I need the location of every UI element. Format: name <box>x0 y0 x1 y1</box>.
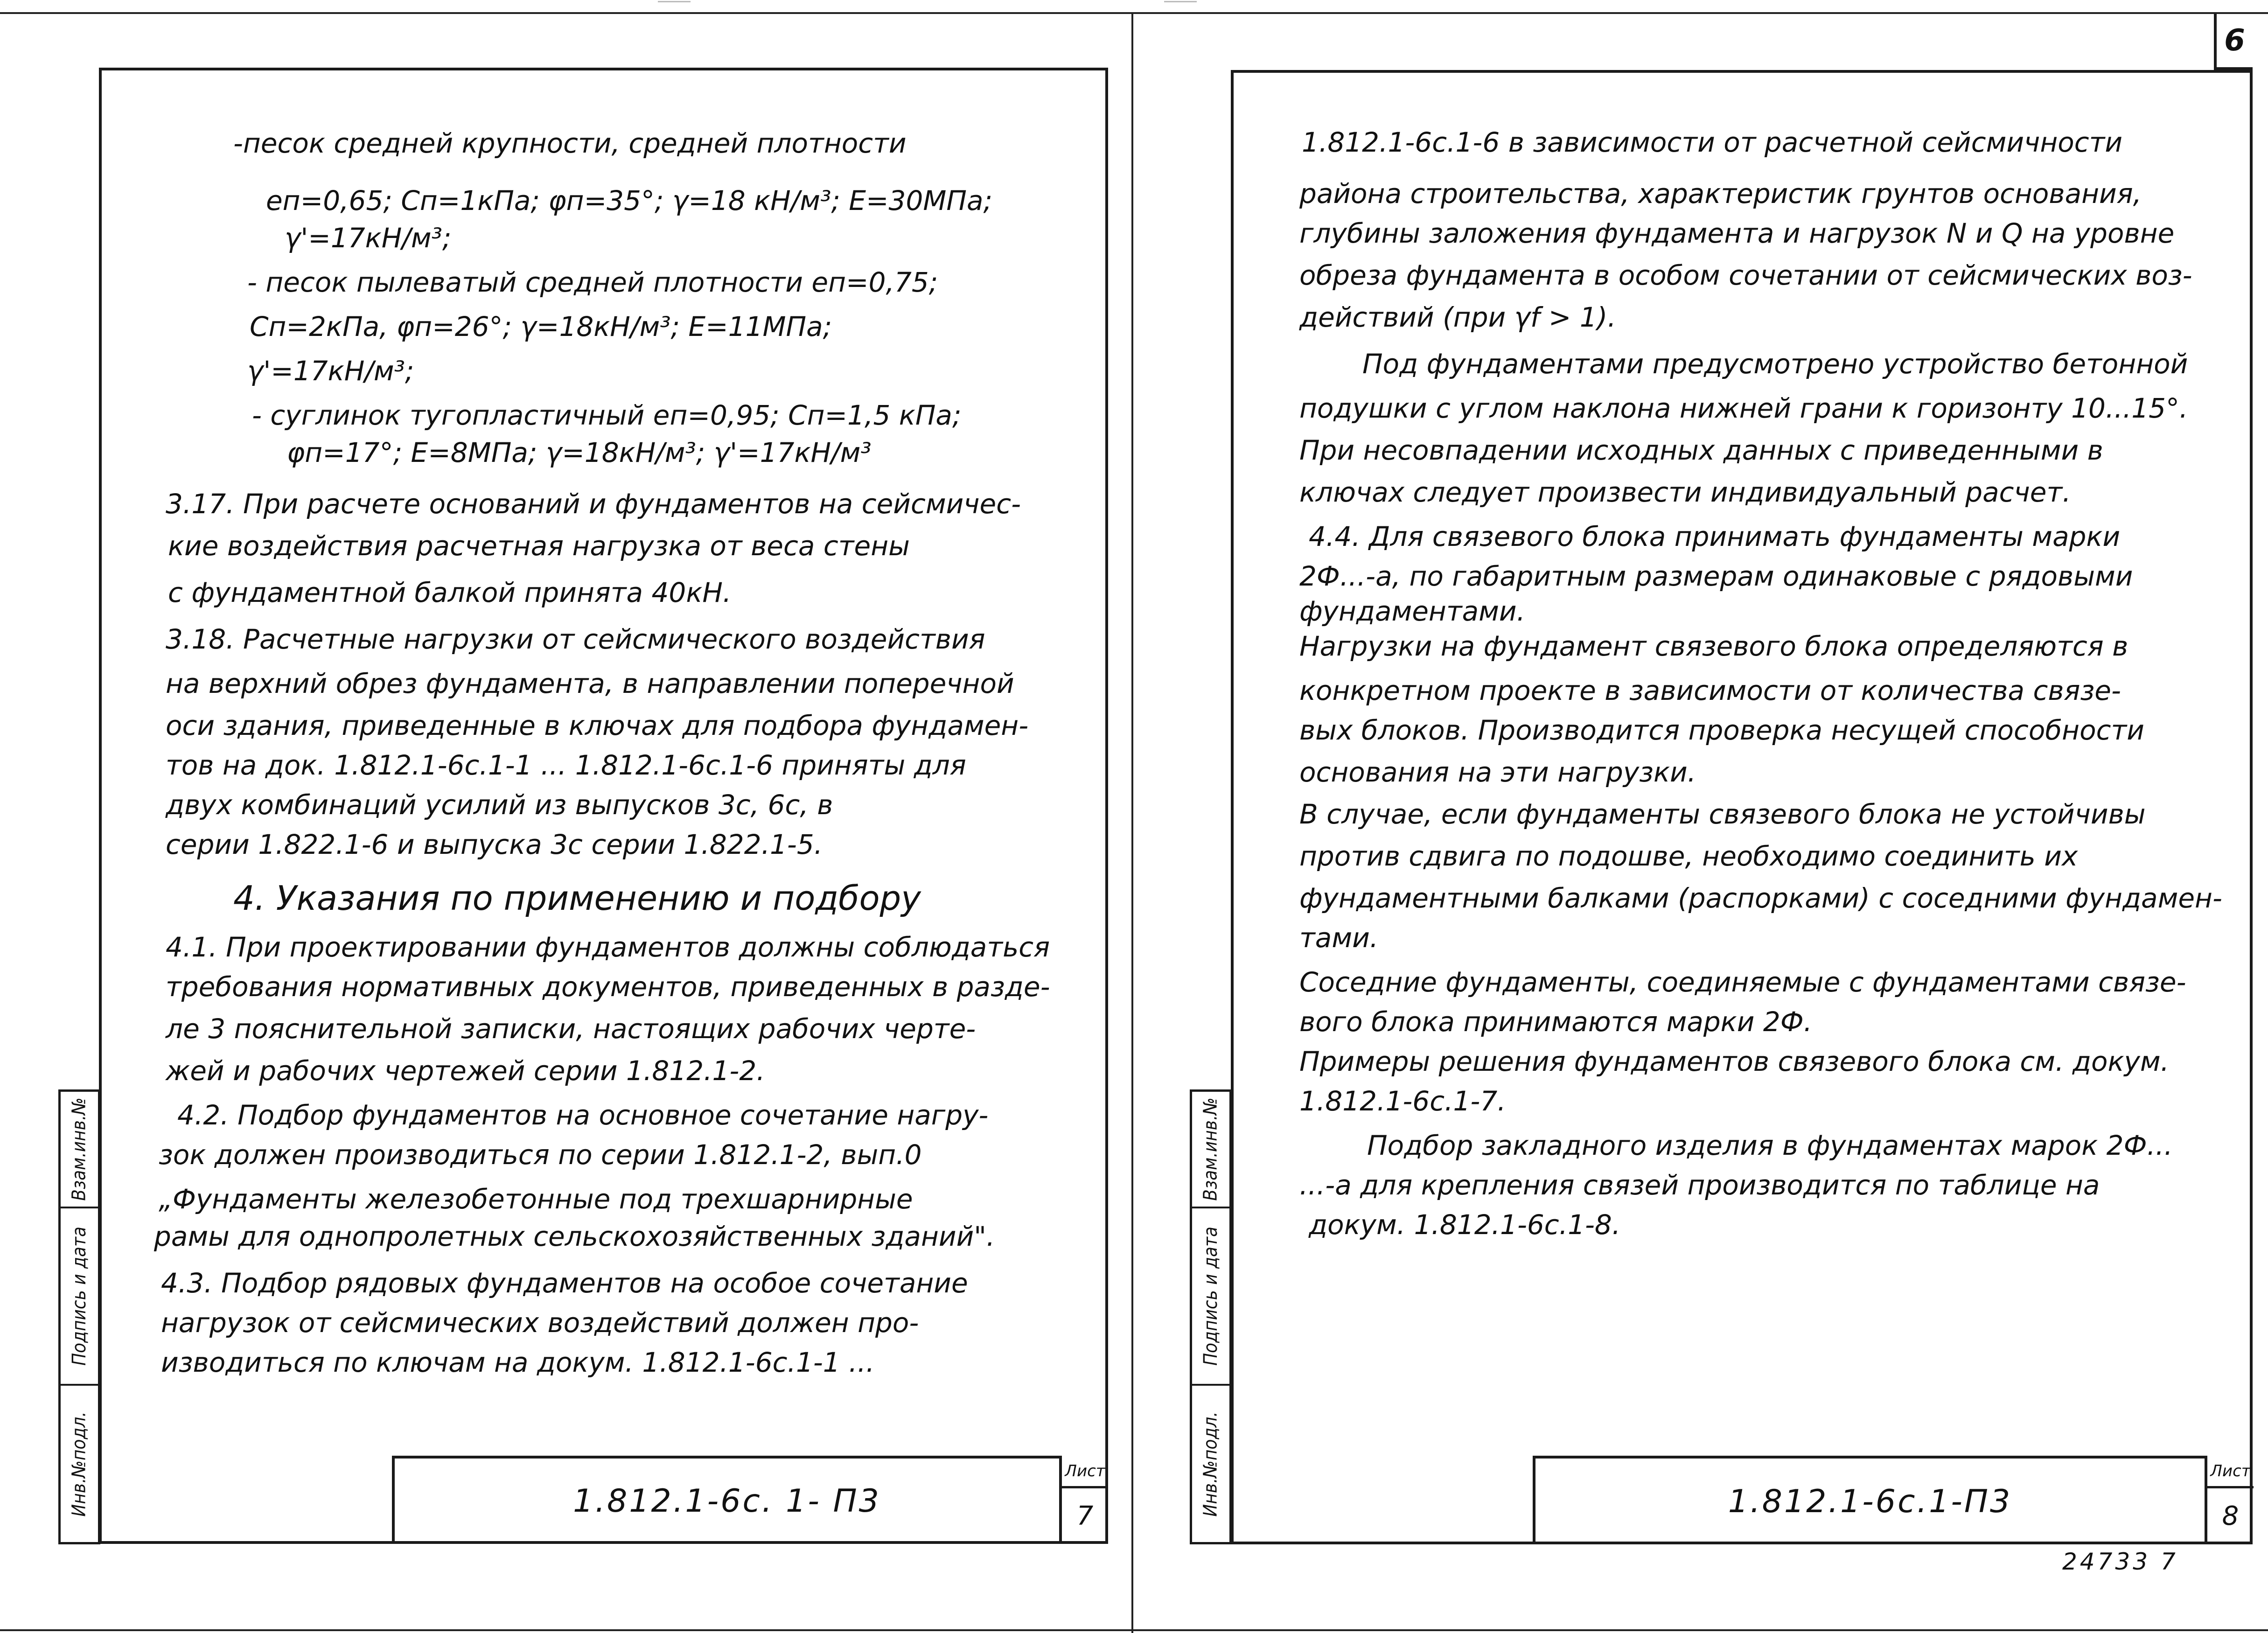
sheet-number: 8 <box>2222 1501 2239 1531</box>
text-line: фундаментными балками (распорками) с соседними фундамен- <box>1299 882 2222 914</box>
archive-number: 24733 7 <box>2062 1548 2178 1575</box>
text-line: При несовпадении исходных данных с приведенными в <box>1299 434 2103 466</box>
text-line: требования нормативных документов, приведенных в разде- <box>166 971 1050 1003</box>
text-line: глубины заложения фундамента и нагрузок N и Q на уровне <box>1299 217 2175 249</box>
text-line: - суглинок тугопластичный еп=0,95; Сп=1,5 кПа; <box>252 399 962 431</box>
text-line: 1.812.1-6с.1-6 в зависимости от расчетной сейсмичности <box>1302 126 2123 158</box>
text-line: еп=0,65; Сп=1кПа; φп=35°; γ=18 кН/м³; Е=30МПа; <box>266 185 993 216</box>
text-line: вого блока принимаются марки 2Ф. <box>1299 1006 1813 1038</box>
text-line: 3.17. При расчете оснований и фундаментов на сейсмичес- <box>166 488 1021 520</box>
text-line: нагрузок от сейсмических воздействий должен про- <box>161 1307 919 1339</box>
stamp-strip <box>1190 1089 1232 1544</box>
text-line: обреза фундамента в особом сочетании от сейсмических воз- <box>1299 259 2192 291</box>
text-line: 4.2. Подбор фундаментов на основное сочетание нагру- <box>177 1099 989 1131</box>
sheet-label: Лист <box>2207 1456 2254 1488</box>
text-line: основания на эти нагрузки. <box>1299 756 1696 788</box>
text-line: изводиться по ключам на докум. 1.812.1-6с.1-1 ... <box>161 1347 875 1378</box>
text-line: оси здания, приведенные в ключах для подбора фундамен- <box>166 710 1029 741</box>
spread-fold-line <box>1131 14 1133 1633</box>
text-line: ле 3 пояснительной записки, настоящих рабочих черте- <box>166 1013 976 1045</box>
title-block <box>1533 1456 2205 1544</box>
text-line: γ'=17кН/м³; <box>285 222 452 254</box>
text-line: Нагрузки на фундамент связевого блока определяются в <box>1299 630 2128 662</box>
text-line: серии 1.822.1-6 и выпуска 3с серии 1.822.1-5. <box>166 829 823 860</box>
text-line: 3.18. Расчетные нагрузки от сейсмического воздействия <box>166 623 985 655</box>
text-line: 4.1. При проектировании фундаментов должны соблюдаться <box>166 931 1050 963</box>
text-line: кие воздействия расчетная нагрузка от веса стены <box>168 530 910 562</box>
text-line: 1.812.1-6с.1-7. <box>1299 1085 1506 1117</box>
title-block <box>392 1456 1059 1544</box>
text-line: В случае, если фундаменты связевого блока не устойчивы <box>1299 798 2146 830</box>
sheet-label: Лист <box>1062 1456 1108 1488</box>
text-line: Соседние фундаменты, соединяемые с фундаментами связе- <box>1299 966 2186 998</box>
text-line: действий (при γf > 1). <box>1299 301 1616 333</box>
text-line: „Фундаменты железобетонные под трехшарнирные <box>159 1183 913 1215</box>
text-line: против сдвига по подошве, необходимо соединить их <box>1299 840 2078 872</box>
text-line: зок должен производиться по серии 1.812.1-2, вып.0 <box>159 1139 922 1171</box>
text-line: 4.4. Для связевого блока принимать фундаменты марки <box>1309 521 2121 552</box>
document-code: 1.812.1-6с.1-П3 <box>1728 1483 2012 1520</box>
text-line: двух комбинаций усилий из выпусков 3с, 6с, в <box>166 789 833 821</box>
text-line: тами. <box>1299 922 1379 954</box>
text-line: - песок пылеватый средней плотности еп=0,75; <box>247 266 938 298</box>
text-line: γ'=17кН/м³; <box>247 355 414 387</box>
text-line: φп=17°; Е=8МПа; γ=18кН/м³; γ'=17кН/м³ <box>287 437 872 468</box>
sheet-number: 7 <box>1076 1501 1094 1531</box>
text-line: на верхний обрез фундамента, в направлении поперечной <box>166 668 1014 699</box>
text-line: рамы для однопролетных сельскохозяйственных зданий". <box>154 1221 995 1252</box>
text-line: Подбор закладного изделия в фундаментах марок 2Ф... <box>1367 1130 2173 1161</box>
text-line: ключах следует произвести индивидуальный расчет. <box>1299 476 2071 508</box>
text-line: района строительства, характеристик грунтов основания, <box>1299 178 2142 209</box>
stamp-cell-replace-inv: Взам.инв.№ <box>61 1092 98 1208</box>
sheet-number-box <box>2205 1456 2254 1544</box>
text-line: -песок средней крупности, средней плотности <box>233 127 907 159</box>
text-line: 2Ф...-а, по габаритным размерам одинаковые с рядовыми <box>1299 560 2133 592</box>
stamp-cell-inv-orig: Инв.№подл. <box>1200 1411 1222 1517</box>
text-line: Примеры решения фундаментов связевого блока см. докум. <box>1299 1046 2170 1077</box>
text-line: вых блоков. Производится проверка несущей способности <box>1299 714 2144 746</box>
text-line: Сп=2кПа, φп=26°; γ=18кН/м³; Е=11МПа; <box>250 311 832 342</box>
sheet-number-box <box>1059 1456 1108 1544</box>
text-line: жей и рабочих чертежей серии 1.812.1-2. <box>166 1055 765 1087</box>
text-line: докум. 1.812.1-6с.1-8. <box>1309 1209 1621 1241</box>
section-heading: 4. Указания по применению и подбору <box>233 879 921 918</box>
text-line: фундаментами. <box>1299 595 1526 627</box>
text-line: конкретном проекте в зависимости от количества связе- <box>1299 675 2121 706</box>
text-line: с фундаментной балкой принята 40кН. <box>168 577 732 608</box>
text-line: тов на док. 1.812.1-6с.1-1 ... 1.812.1-6с.1-6 приняты для <box>166 749 966 781</box>
stamp-cell-sign-date: Подпись и дата <box>1192 1208 1229 1386</box>
stamp-cell-inv-orig: Инв.№подл. <box>69 1411 91 1517</box>
document-code: 1.812.1-6с. 1- П3 <box>573 1483 881 1520</box>
text-line: подушки с углом наклона нижней грани к горизонту 10...15°. <box>1299 392 2188 424</box>
left-page <box>0 0 1131 1633</box>
stamp-cell-sign-date: Подпись и дата <box>61 1208 98 1386</box>
right-page <box>1134 0 2268 1633</box>
text-line: ...-а для крепления связей производится по таблице на <box>1299 1169 2100 1201</box>
text-line: Под фундаментами предусмотрено устройство бетонной <box>1362 348 2188 380</box>
stamp-strip <box>58 1089 100 1544</box>
text-line: 4.3. Подбор рядовых фундаментов на особое сочетание <box>161 1267 968 1299</box>
stamp-cell-replace-inv: Взам.инв.№ <box>1192 1092 1229 1208</box>
corner-page-number: 6 <box>2214 14 2253 70</box>
